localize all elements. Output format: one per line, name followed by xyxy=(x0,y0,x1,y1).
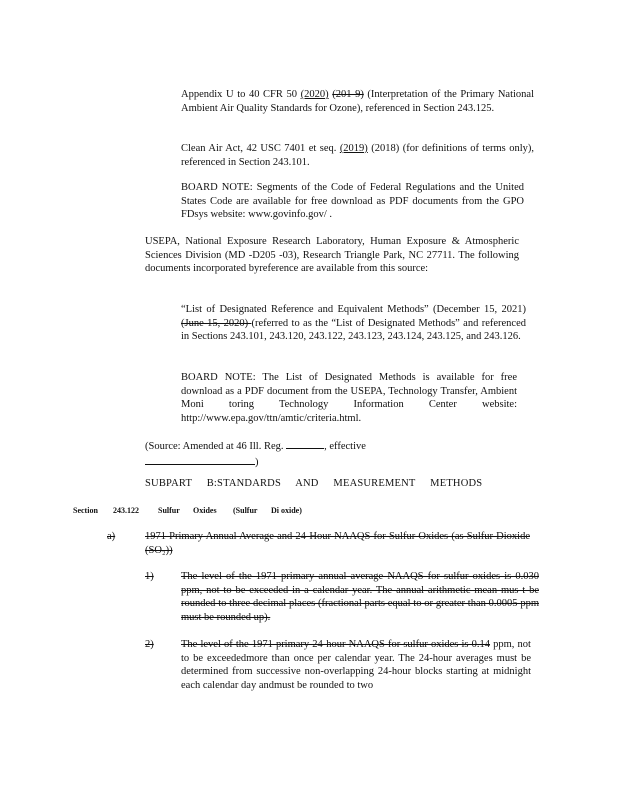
source-text: (Source: Amended at 46 Ill. Reg. xyxy=(145,441,284,452)
item-a-text: 1971 Primary Annual Average and 24-Hour NAAQS for Sulfur Oxides (as Sulfur Dioxide (SO₂)) xyxy=(145,531,530,556)
text: (Interpretation of the Primary National Ambient Air Quality Standards for Ozone), referenced in Section 243.125. xyxy=(181,89,534,114)
section-title-word: Sulfur xyxy=(158,506,180,515)
reference-appendix-u xyxy=(181,88,534,115)
section-number: 243.122 xyxy=(113,506,139,515)
usepa-text: USEPA, National Exposure Research Laboratory, Human Exposure & Atmospheric Sciences Division (MD -D205 -03), Research Triangle Park, NC 27711. The following documents incorporated byreference are available from this source: xyxy=(145,236,519,275)
text: “List of Designated Reference and Equivalent Methods” (December 15, 2021) xyxy=(181,304,526,315)
reference-usepa xyxy=(145,235,519,276)
deleted-text: (June 15, 2020) xyxy=(181,317,252,329)
section-title-word: Di oxide) xyxy=(271,506,302,515)
board-note-text: BOARD NOTE: The List of Designated Methods is available for free download as a PDF document from the USEPA, Technology Transfer, Ambient Moni toring Technology Information Center website: http://www.epa.gov/ttn/amtic/criteria.html. xyxy=(181,372,517,424)
text: (referred to as the “List of Designated Methods” and referenced in Sections 243.101, 243.120, 243.122, 243.123, 243.124, 243.125, and 243.126. xyxy=(181,317,526,343)
deleted-text: The level of the 1971 primary 24-hour NAAQS for sulfur oxides is 0.14 xyxy=(181,639,491,650)
text: (2018) (for definitions of terms only), referenced in Section 243.101. xyxy=(181,143,534,168)
inserted-text: (2019) xyxy=(339,143,368,154)
text: Clean Air Act, 42 USC 7401 et seq. xyxy=(181,143,340,154)
item-2-label: 2) xyxy=(145,639,154,650)
board-note-text: BOARD NOTE: Segments of the Code of Federal Regulations and the United States Code are available for free download as PDF documents from the GPO FDsys website: www.govinfo.gov/ . xyxy=(181,182,524,221)
board-note-1 xyxy=(181,181,524,222)
item-1 xyxy=(181,570,539,624)
blank-register-volume xyxy=(286,438,324,449)
deleted-text: (201 9) xyxy=(332,89,364,100)
section-label: Section xyxy=(73,506,98,515)
source-text: ) xyxy=(255,456,259,468)
section-title-word: (Sulfur xyxy=(233,506,258,515)
item-2 xyxy=(181,638,531,692)
inserted-text: (2020) xyxy=(300,89,329,100)
item-a-label: a) xyxy=(107,531,116,542)
reference-list-designated-methods xyxy=(181,303,526,344)
subpart-heading: SUBPART B:STANDARDS AND MEASUREMENT METHODS xyxy=(145,478,483,489)
item-a xyxy=(145,530,530,557)
item-1-text: The level of the 1971 primary annual average NAAQS for sulfur oxides is 0.030 ppm, not to be exceeded in a calendar year. The annual arithmetic mean mus t be rounded to three decimal places (fractional parts equal to or greater than 0.0005 ppm must be rounded up). xyxy=(181,571,539,623)
item-1-label: 1) xyxy=(145,571,154,582)
source-note xyxy=(145,438,435,469)
item-2-text: ppm, not to be exceededmore than once per calendar year. The 24-hour averages must be determined from successive non-overlapping 24-hour blocks starting at midnight each calendar day andmust be rounded to two xyxy=(181,639,531,691)
source-text: , effective xyxy=(324,441,366,452)
reference-clean-air-act xyxy=(181,142,534,169)
section-title-word: Oxides xyxy=(193,506,217,515)
board-note-2 xyxy=(181,371,517,425)
text: Appendix U to 40 CFR 50 xyxy=(181,89,301,100)
blank-effective-date xyxy=(145,454,255,465)
